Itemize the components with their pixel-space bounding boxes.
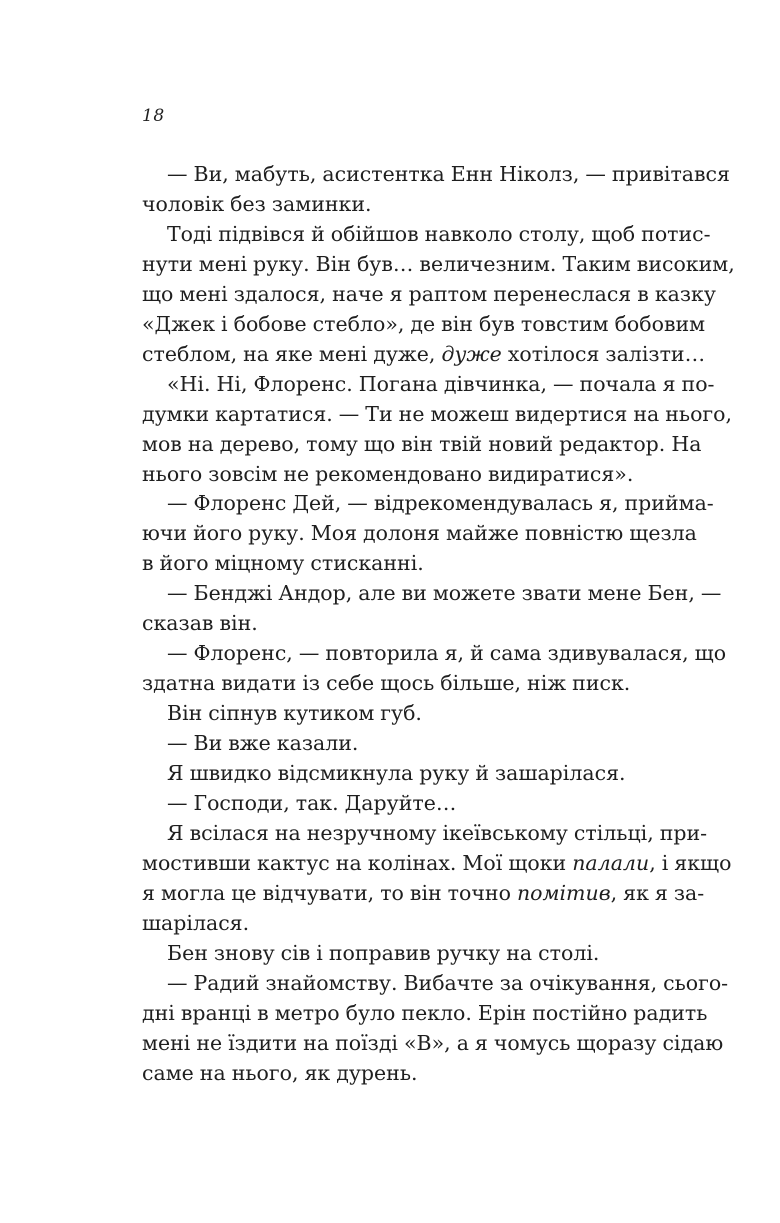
text-line: — Флоренс Дей, — відрекомендувалась я, прийма-	[167, 491, 714, 516]
paragraph	[142, 370, 733, 490]
text-line: ючи його руку. Моя долоня майже повністю щезла	[142, 521, 697, 546]
text-line: «Джек і бобове стебло», де він був товстим бобовим	[142, 311, 706, 336]
text-line: мов на дерево, тому що він твій новий редактор. На	[142, 431, 702, 456]
text-line: Він сіпнув кутиком губ.	[167, 701, 422, 726]
emphasized-word: палали	[572, 850, 650, 875]
paragraph	[142, 789, 680, 819]
text-line: нути мені руку. Він був… величезним. Таким високим,	[142, 251, 735, 276]
text-line: здатна видати із себе щось більше, ніж писк.	[142, 671, 631, 696]
text-segment: , і якщо	[649, 850, 732, 875]
paragraph	[142, 939, 680, 969]
paragraph	[142, 969, 729, 1089]
paragraph	[142, 160, 730, 220]
text-line: мені не їздити на поїзді «В», а я чомусь щоразу сідаю	[142, 1030, 724, 1055]
text-line: нього зовсім не рекомендовано видиратися».	[142, 461, 634, 486]
text-line: Тоді підвівся й обійшов навколо столу, щоб потис-	[167, 221, 711, 246]
text-line: саме на нього, як дурень.	[142, 1060, 418, 1085]
text-line: «Ні. Ні, Флоренс. Погана дівчинка, — почала я по-	[167, 371, 715, 396]
text-line: — Радий знайомству. Вибачте за очікування, сього-	[167, 970, 729, 995]
emphasized-word: дуже	[441, 341, 502, 366]
text-line: в його міцному стисканні.	[142, 551, 424, 576]
text-segment: мостивши кактус на колінах. Мої щоки	[142, 850, 573, 875]
text-segment: стеблом, на яке мені дуже,	[142, 341, 442, 366]
text-line: що мені здалося, наче я раптом перенеслася в казку	[142, 281, 716, 306]
emphasized-word: помітив	[516, 880, 611, 905]
text-line: — Ви вже казали.	[167, 731, 359, 756]
paragraph	[142, 699, 680, 729]
paragraph	[142, 729, 680, 759]
text-line: думки картатися. — Ти не можеш видертися на нього,	[142, 401, 733, 426]
text-line: чоловік без заминки.	[142, 191, 372, 216]
paragraph	[142, 220, 735, 370]
text-line: Я швидко відсмикнула руку й зашарілася.	[167, 761, 626, 786]
page-number: 18	[142, 106, 165, 126]
text-line: — Ви, мабуть, асистентка Енн Ніколз, — привітався	[167, 162, 730, 186]
text-line: — Господи, так. Даруйте…	[167, 791, 457, 816]
text-line: шарілася.	[142, 910, 250, 935]
text-segment: я могла це відчувати, то він точно	[142, 880, 517, 905]
text-line: Бен знову сів і поправив ручку на столі.	[167, 940, 600, 965]
paragraph	[142, 759, 680, 789]
paragraph	[142, 819, 732, 939]
text-line	[142, 849, 732, 879]
text-segment: , як я за-	[610, 880, 705, 905]
text-line	[142, 879, 705, 909]
paragraph	[142, 489, 714, 579]
text-line: Я всілася на незручному ікеївському стільці, при-	[167, 820, 708, 845]
paragraph	[142, 639, 727, 699]
text-line: дні вранці в метро було пекло. Ерін постійно радить	[142, 1000, 708, 1025]
text-line: — Бенджі Андор, але ви можете звати мене Бен, —	[167, 581, 722, 606]
text-segment: хотілося залізти…	[501, 341, 706, 366]
body-text	[142, 160, 735, 1089]
text-line	[142, 340, 706, 370]
text-line: — Флоренс, — повторила я, й сама здивувалася, що	[167, 641, 727, 666]
paragraph	[142, 579, 722, 639]
text-line: сказав він.	[142, 611, 258, 636]
